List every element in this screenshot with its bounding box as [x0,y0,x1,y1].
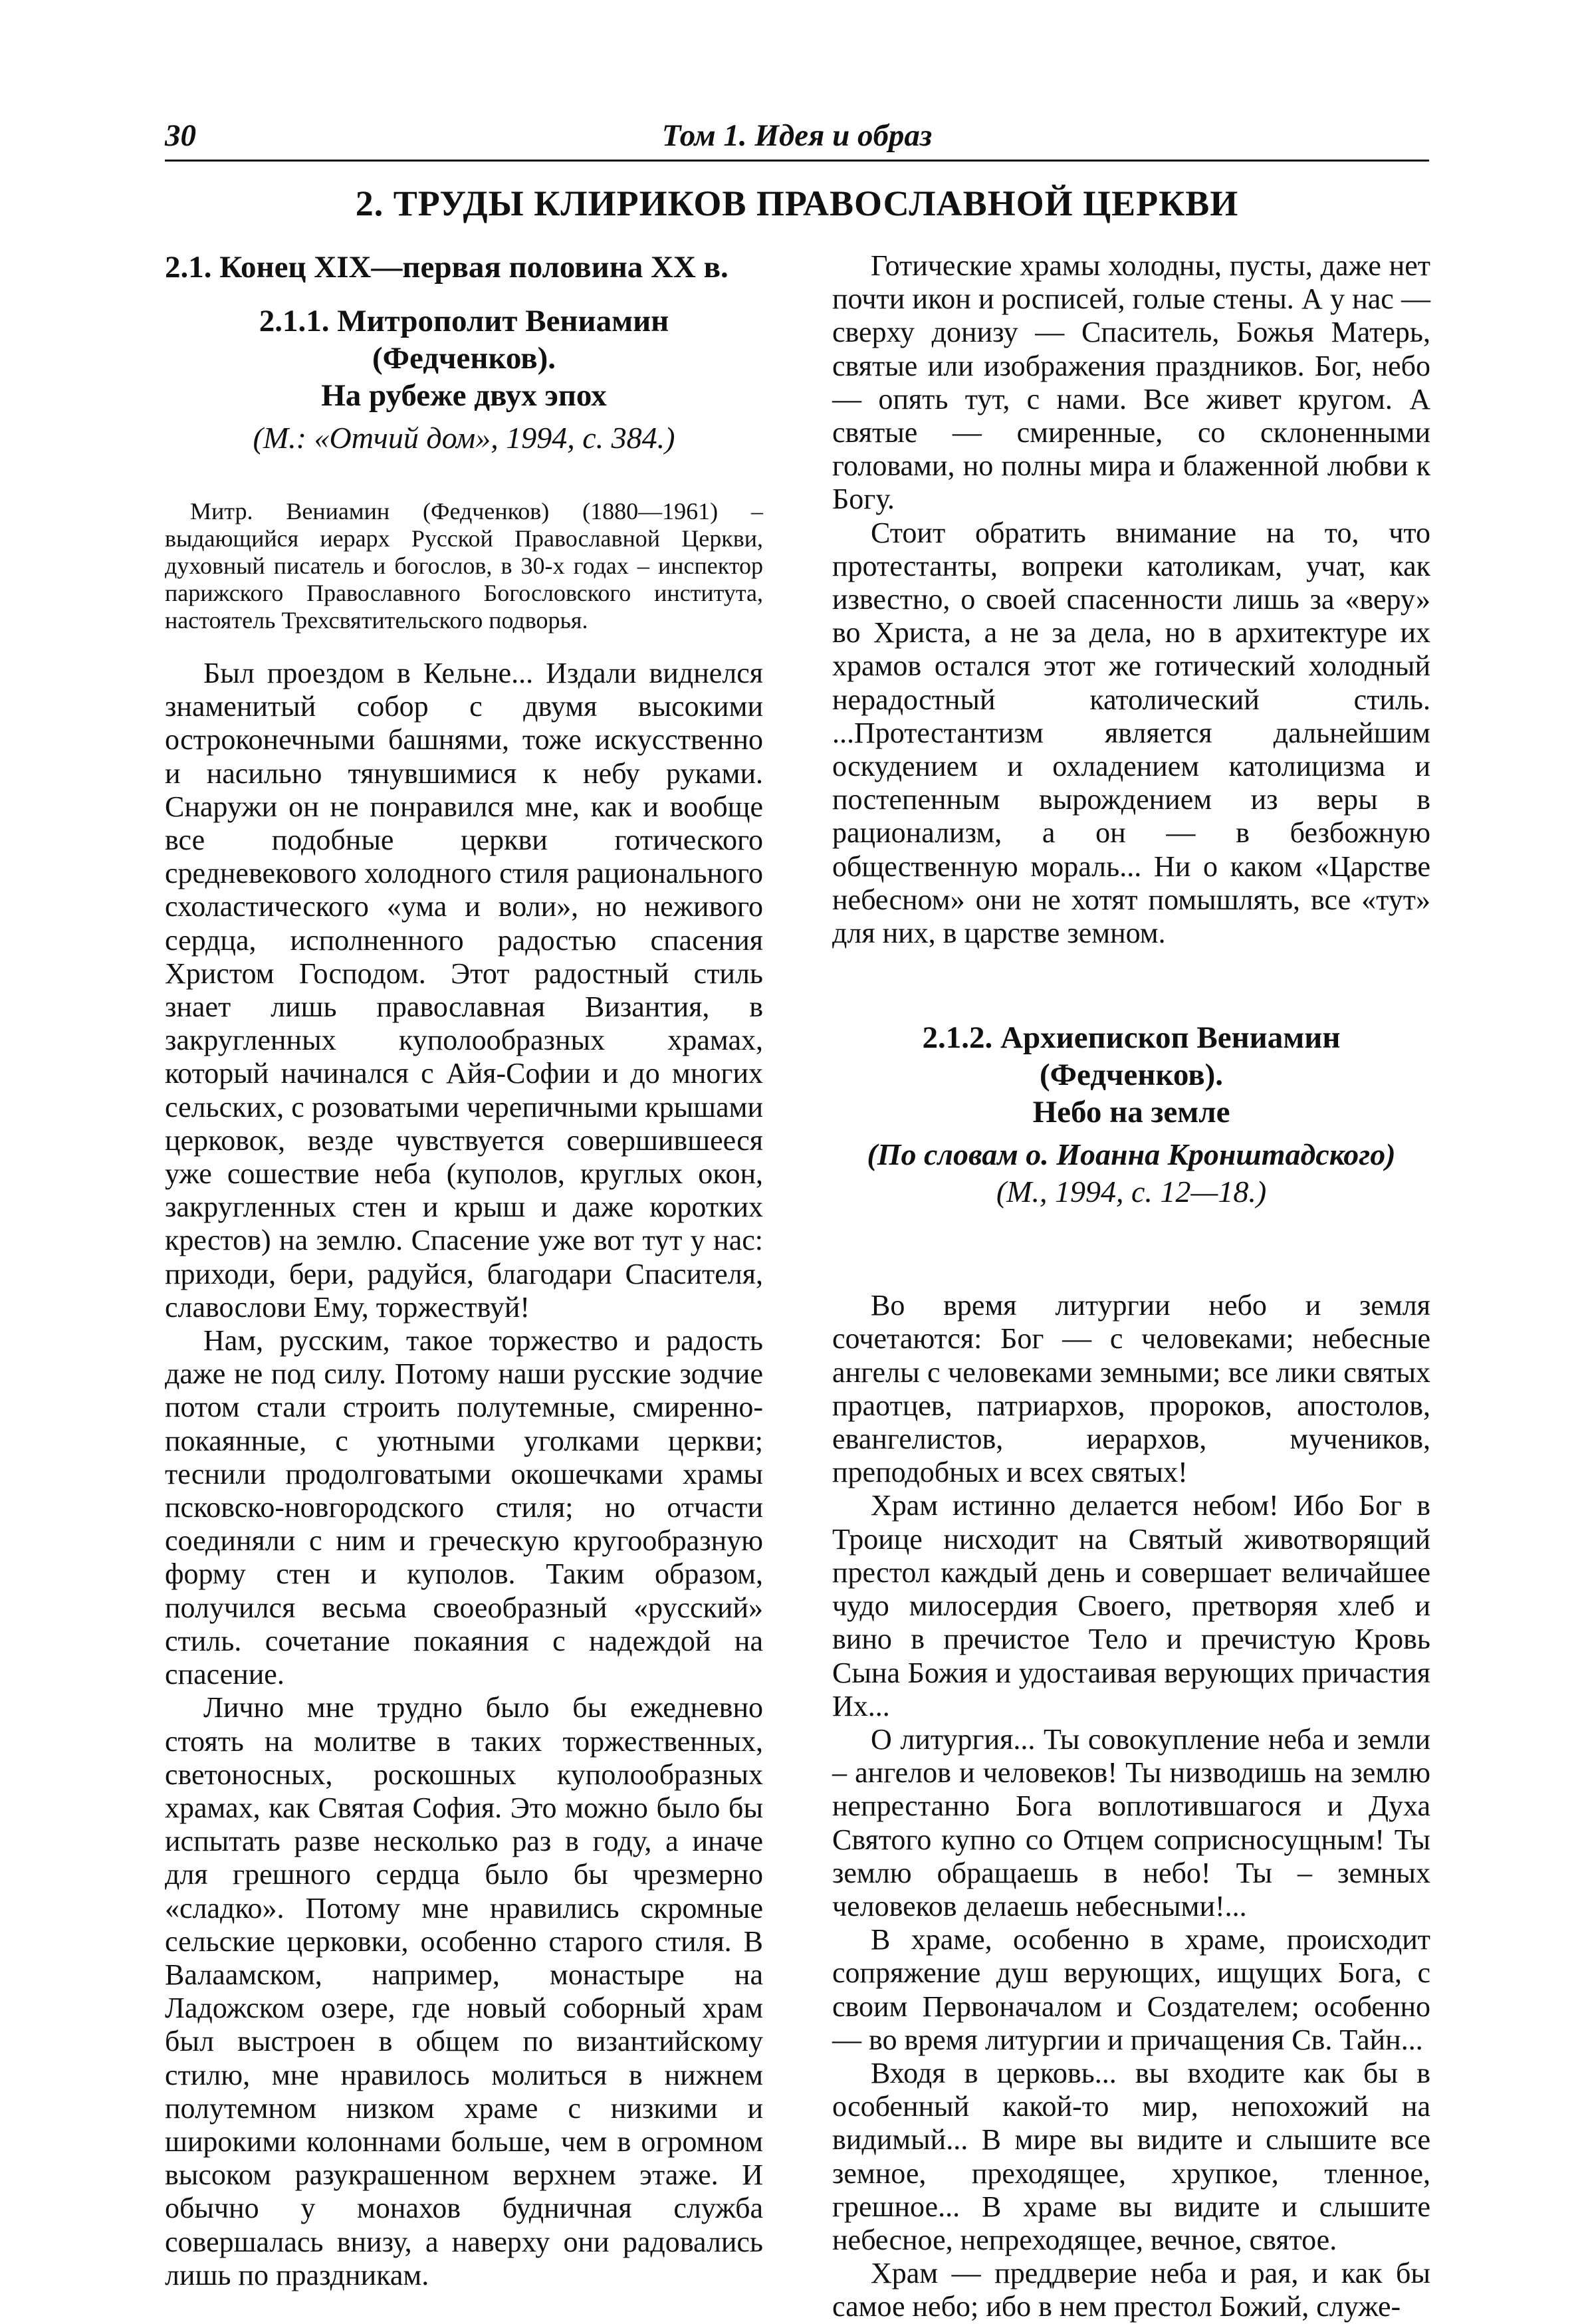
running-title: Том 1. Идея и образ [661,118,933,153]
subsection-2-header [832,1019,1430,1211]
paragraph: Стоит обратить внимание на то, что протестанты, вопреки католикам, учат, как известно, о своей спасенности лишь за «веру» во Христа, а не за дела, но в архитектуре их храмов остался этот же готический холодный нерадостный католический стиль. ...Протестантизм является дальнейшим оскудением и охладением католицизма и постепенным вырождением из веры в рационализм, а он — в безбожную общественную мораль... Ни о каком «Царстве небесном» они не хотят помышлять, все «тут» для них, в царстве земном. [832,516,1430,950]
paragraph: Был проездом в Кельне... Издали виднелся знаменитый собор с двумя высокими остроконечными башнями, тоже искусственно и насильно тянувшимися к небу руками. Снаружи он не понравился мне, как и вообще все подобные церкви готического средневекового холодного стиля рационального схоластического «ума и воли», но неживого сердца, исполненного радостью спасения Христом Господом. Этот радостный стиль знает лишь православная Византия, в закругленных куполообразных храмах, который начинался с Айя-Софии и до многих сельских, с розоватыми черепичными крышами церковок, везде чувствуется совершившееся уже сошествие неба (куполов, круглых окон, закругленных стен и крыш и даже коротких крестов) на землю. Спасение уже вот тут у нас: приходи, бери, радуйся, благодари Спасителя, славослови Ему, торжествуй! [165,657,763,1324]
left-column [165,249,763,2292]
right-column [832,249,1430,2324]
right-body-text [832,1289,1430,2323]
subsection-heading-line1: 2.1.1. Митрополит Вениамин (Федченков). [259,304,669,376]
section-heading: 2.1. Конец XIX—первая половина XX в. [165,250,729,285]
paragraph: Храм истинно делается небом! Ибо Бог в Троице нисходит на Святый животворящий престол каждый день и совершает величайшее чудо милосердия Своего, претворяя хлеб и вино в пречистое Тело и пречистую Кровь Сына Божия и удостаивая верующих причастия Их... [832,1489,1430,1722]
paragraph: Лично мне трудно было бы ежедневно стоять на молитве в таких торжественных, светоносных, роскошных куполообразных храмах, как Святая София. Это можно было бы испытать разве несколько раз в году, а иначе для грешного сердца было бы чрезмерно «сладко». Потому мне нравились скромные сельские церковки, особенно старого стиля. В Валаамском, например, монастыре на Ладожском озере, где новый соборный храм был выстроен в общем по византийскому стилю, мне нравилось молиться в нижнем полутемном низком храме с низкими и широкими колоннами больше, чем в огромном высоком разукрашенном верхнем этаже. И обычно у монахов будничная служба совершалась внизу, а наверху они радовались лишь по праздникам. [165,1691,763,2291]
right-body-text-continued [832,249,1430,950]
header-rule [165,160,1429,162]
paragraph: Входя в церковь... вы входите как бы в особенный какой-то мир, непохожий на видимый... В мире вы видите и слышите все земное, преходящее, хрупкое, тленное, грешное... В храме вы видите и слышите небесное, непреходящее, вечное, святое. [832,2056,1430,2256]
author-note: Митр. Вениамин (Федченков) (1880—1961) – выдающийся иерарх Русской Православной Церкви, духовный писатель и богослов, в 30-х годах – инспектор парижского Православного Богословского института, настоятель Трехсвятительского подворья. [165,498,763,634]
subsection-heading-line2: Небо на земле [1032,1095,1230,1130]
subsection-heading-line1: 2.1.2. Архиепископ Вениамин (Федченков). [922,1020,1341,1093]
paragraph: Во время литургии небо и земля сочетаются: Бог — с человеками; небесные ангелы с человеками земными; все лики святых праотцев, патриархов, пророков, апостолов, евангелистов, иерархов, мучеников, преподобных и всех святых! [832,1289,1430,1489]
subsection-subtitle: (По словам о. Иоанна Кронштадского) [867,1137,1396,1172]
left-body-text [165,657,763,2292]
page-number: 30 [165,118,196,153]
subsection-heading-line2: На рубеже двух эпох [321,378,607,413]
source-citation: (М.: «Отчий дом», 1994, с. 384.) [253,421,675,455]
paragraph: Готические храмы холодны, пусты, даже нет почти икон и росписей, голые стены. А у нас — сверху донизу — Спаситель, Божья Матерь, святые или изображения праздников. Бог, небо — опять тут, с нами. Все живет кругом. А святые — смиренные, со склоненными головами, но полны мира и блаженной любви к Богу. [832,249,1430,516]
paragraph: В храме, особенно в храме, происходит сопряжение душ верующих, ищущих Бога, с своим Первоначалом и Создателем; особенно — во время литургии и причащения Св. Тайн... [832,1923,1430,2056]
chapter-title: 2. ТРУДЫ КЛИРИКОВ ПРАВОСЛАВНОЙ ЦЕРКВИ [355,183,1239,223]
running-head [165,116,1429,160]
paragraph: О литургия... Ты совокупление неба и земли – ангелов и человеков! Ты низводишь на землю непрестанно Бога воплотившагося и Духа Святого купно со Отцем соприсносущным! Ты землю обращаешь в небо! Ты – земных человеков делаешь небесными!... [832,1722,1430,1922]
paragraph: Нам, русским, такое торжество и радость даже не под силу. Потому наши русские зодчие потом стали строить полутемные, смиренно-покаянные, с уютными уголками церкви; теснили продолговатыми окошечками храмы псковско-новгородского стиля; но отчасти соединяли с ним и греческую кругообразную форму стен и куполов. Таким образом, получился весьма своеобразный «русский» стиль. сочетание покаяния с надеждой на спасение. [165,1324,763,1691]
source-citation: (М., 1994, с. 12—18.) [996,1175,1267,1209]
paragraph: Храм — преддверие неба и рая, и как бы самое небо; ибо в нем престол Божий, служе- [832,2257,1430,2323]
